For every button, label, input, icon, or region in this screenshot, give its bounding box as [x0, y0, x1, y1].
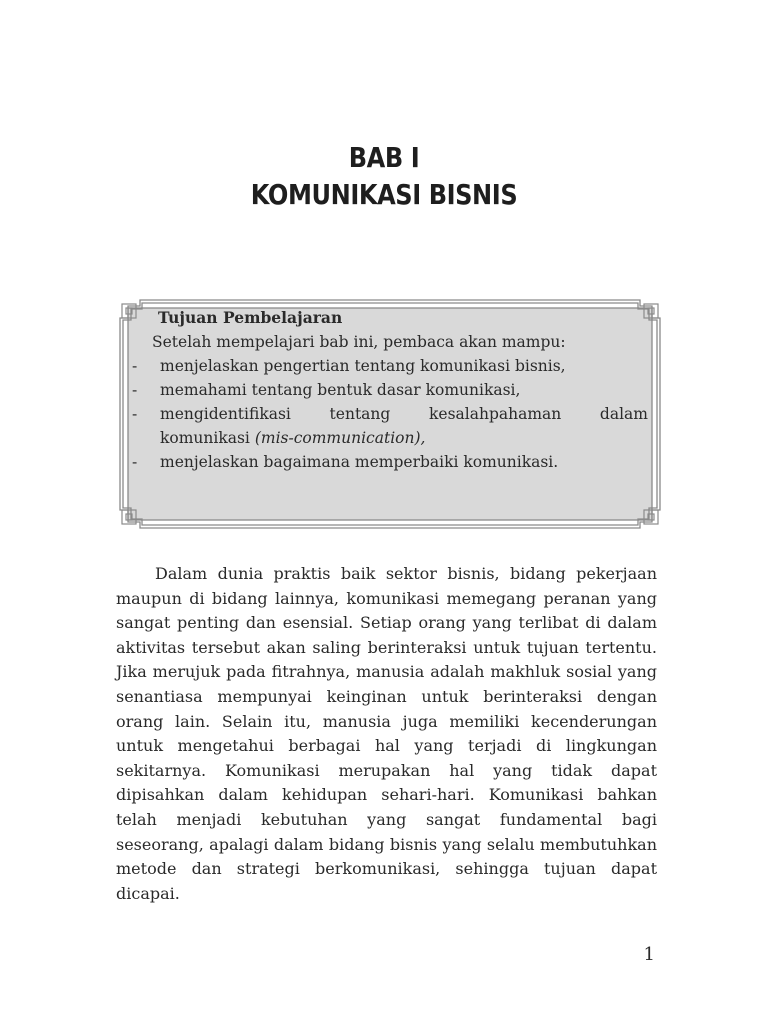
chapter-heading — [0, 140, 768, 214]
list-dash: - — [132, 453, 138, 471]
list-item-text: memahami tentang bentuk dasar komunikasi, — [160, 381, 521, 399]
list-item — [132, 378, 648, 402]
list-dash: - — [132, 405, 138, 423]
list-item-text: menjelaskan pengertian tentang komunikasi bisnis, — [160, 357, 566, 375]
list-dash: - — [132, 357, 138, 375]
objectives-content — [132, 306, 648, 474]
objectives-intro: Setelah mempelajari bab ini, pembaca akan mampu: — [152, 333, 566, 351]
chapter-number: BAB I — [348, 141, 420, 174]
list-item — [132, 354, 648, 378]
list-item-text: menjelaskan bagaimana memperbaiki komunikasi. — [160, 453, 559, 471]
list-item-cont-prefix: komunikasi — [160, 429, 255, 447]
list-item-continuation — [160, 426, 648, 450]
objectives-heading: Tujuan Pembelajaran — [158, 308, 343, 327]
list-item-cont-italic: (mis-communication), — [254, 429, 426, 447]
list-item-text: mengidentifikasi tentang kesalahpahaman dalam — [160, 405, 648, 423]
list-item — [132, 450, 648, 474]
body-paragraph: Dalam dunia praktis baik sektor bisnis, bidang pekerjaan maupun di bidang lainnya, komunikasi memegang peranan yang sangat penting dan esensial. Setiap orang yang terlibat di dalam aktivitas tersebut akan saling berinteraksi untuk tujuan tertentu. Jika merujuk pada fitrahnya, manusia adalah makhluk sosial yang senantiasa mempunyai keinginan untuk berinteraksi dengan orang lain. Selain itu, manusia juga memiliki kecenderungan untuk mengetahui berbagai hal yang terjadi di lingkungan sekitarnya. Komunikasi merupakan hal yang tidak dapat dipisahkan dalam kehidupan sehari-hari. Komunikasi bahkan telah menjadi kebutuhan yang sangat fundamental bagi seseorang, apalagi dalam bidang bisnis yang selalu membutuhkan metode dan strategi berkomunikasi, sehingga tujuan dapat dicapai. — [116, 564, 657, 903]
learning-objectives-box — [118, 298, 662, 530]
chapter-title: KOMUNIKASI BISNIS — [250, 178, 518, 211]
objectives-list — [132, 354, 648, 474]
list-item — [132, 402, 648, 450]
list-dash: - — [132, 381, 138, 399]
page-number: 1 — [643, 944, 655, 965]
